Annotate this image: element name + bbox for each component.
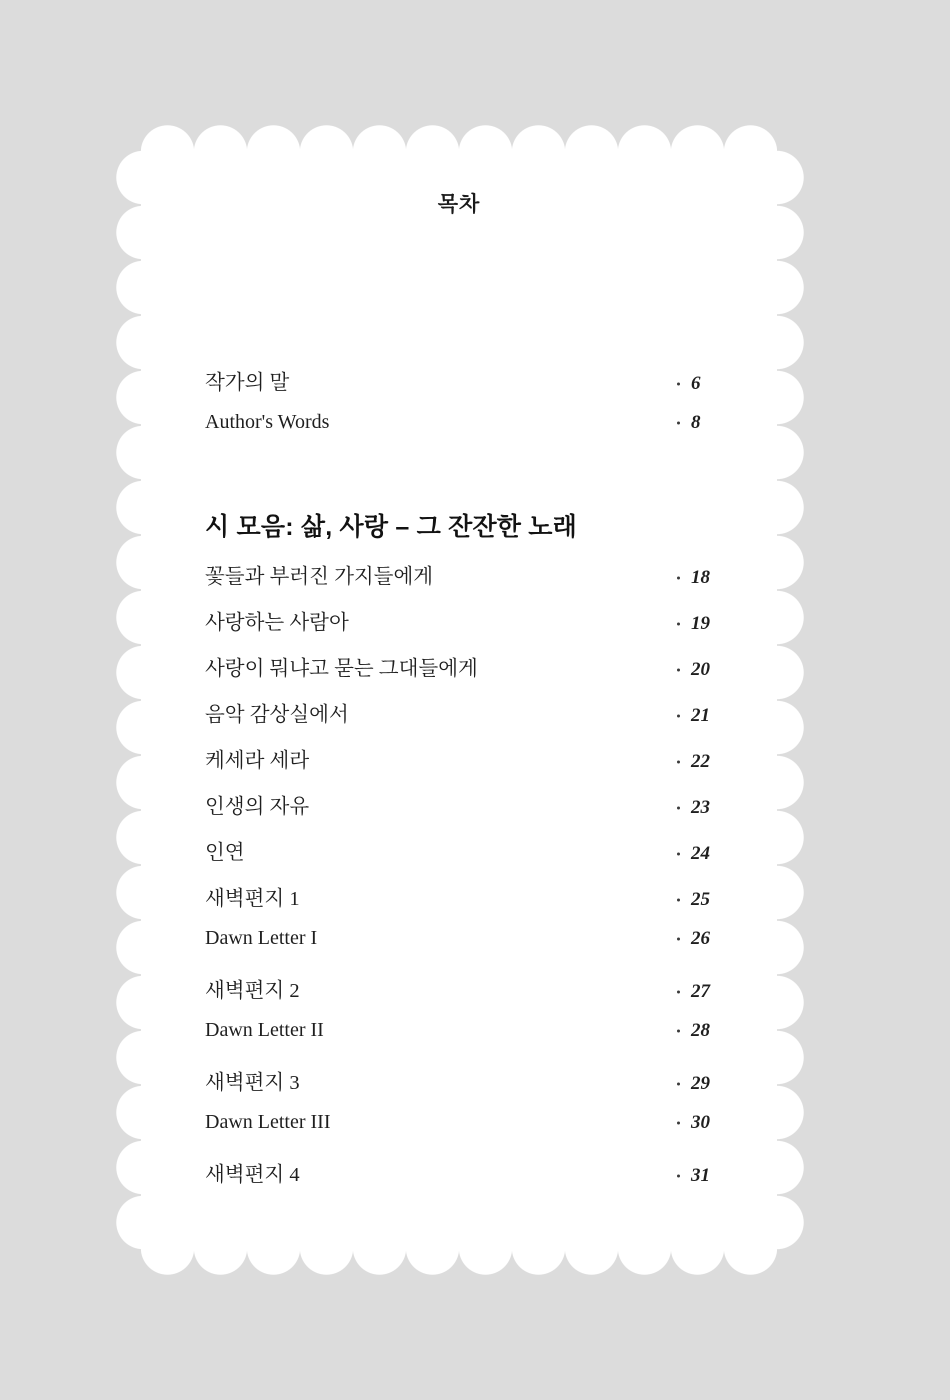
toc-entry-title: 음악 감상실에서	[205, 704, 349, 726]
toc-entry-page: 21	[677, 705, 735, 727]
section-heading: 시 모음: 삶, 사랑 – 그 잔잔한 노래	[205, 513, 577, 541]
scalloped-card	[113, 122, 805, 1278]
toc-entry[interactable]	[205, 743, 735, 789]
toc-entry[interactable]	[205, 411, 735, 457]
toc-entry[interactable]	[205, 789, 735, 835]
toc-entry-page: 24	[677, 843, 735, 865]
toc-entry-page: 25	[677, 889, 735, 911]
toc-entry-title: 새벽편지 4	[205, 1164, 300, 1186]
toc-entry-title: 새벽편지 2	[205, 980, 300, 1002]
toc-entry-page: 6	[677, 373, 735, 395]
table-of-contents	[205, 365, 735, 1203]
toc-entry-page: 19	[677, 613, 735, 635]
toc-entry-page: 22	[677, 751, 735, 773]
toc-entry-page: 8	[677, 412, 735, 434]
toc-entry[interactable]	[205, 559, 735, 605]
toc-entry-title: 인연	[205, 842, 245, 864]
toc-entry-page: 30	[677, 1112, 735, 1134]
toc-entry-title: 인생의 자유	[205, 796, 310, 818]
toc-entry[interactable]	[205, 651, 735, 697]
toc-entry-page: 20	[677, 659, 735, 681]
toc-entry-title: 작가의 말	[205, 372, 290, 394]
toc-entry[interactable]	[205, 835, 735, 881]
toc-entry-title: 사랑이 뭐냐고 묻는 그대들에게	[205, 658, 478, 680]
toc-entry-page: 18	[677, 567, 735, 589]
toc-entry[interactable]	[205, 1111, 735, 1157]
toc-entry-title: 케세라 세라	[205, 750, 310, 772]
toc-entry-page: 29	[677, 1073, 735, 1095]
section-spacer	[205, 457, 735, 483]
toc-entry[interactable]	[205, 1065, 735, 1111]
toc-entry[interactable]	[205, 881, 735, 927]
toc-entry-title: 새벽편지 3	[205, 1072, 300, 1094]
card-content	[113, 122, 805, 1278]
toc-entry[interactable]	[205, 1019, 735, 1065]
toc-entry[interactable]	[205, 1157, 735, 1203]
toc-entry-title: 새벽편지 1	[205, 888, 300, 910]
toc-entry-page: 23	[677, 797, 735, 819]
toc-entry-title: Dawn Letter II	[205, 1019, 324, 1041]
toc-entry-page: 31	[677, 1165, 735, 1187]
toc-entry-title: Author's Words	[205, 411, 330, 433]
toc-entry-title: Dawn Letter III	[205, 1111, 331, 1133]
toc-entry[interactable]	[205, 365, 735, 411]
toc-entry[interactable]	[205, 973, 735, 1019]
toc-entry-page: 26	[677, 928, 735, 950]
toc-entry-title: Dawn Letter I	[205, 927, 318, 949]
toc-entry[interactable]	[205, 697, 735, 743]
toc-entry[interactable]	[205, 605, 735, 651]
toc-entry-title: 사랑하는 사람아	[205, 612, 349, 634]
toc-entry[interactable]	[205, 927, 735, 973]
page-title: 목차	[437, 193, 481, 216]
toc-entry-page: 28	[677, 1020, 735, 1042]
toc-entry-page: 27	[677, 981, 735, 1003]
toc-entry-title: 꽃들과 부러진 가지들에게	[205, 566, 434, 588]
